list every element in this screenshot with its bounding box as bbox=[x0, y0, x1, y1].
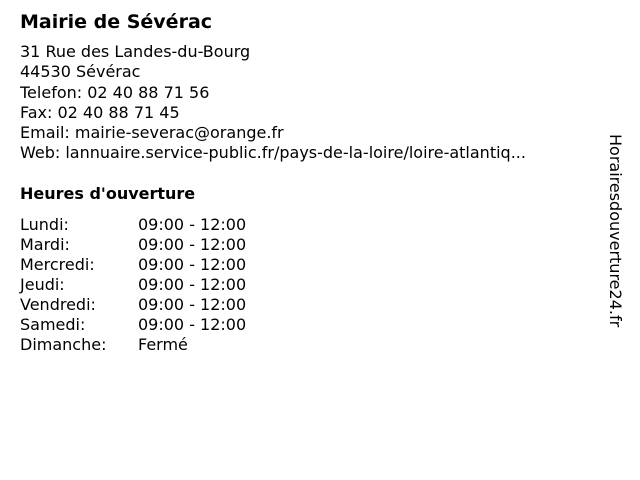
email-address: Email: mairie-severac@orange.fr bbox=[20, 123, 284, 143]
day-label: Vendredi: bbox=[20, 295, 96, 315]
website-url: Web: lannuaire.service-public.fr/pays-de-la-loire/loire-atlantiq... bbox=[20, 143, 526, 163]
hours-table bbox=[20, 215, 600, 356]
time-value: 09:00 - 12:00 bbox=[138, 254, 247, 274]
address-street: 31 Rue des Landes-du-Bourg bbox=[20, 42, 251, 61]
hours-row-samedi bbox=[20, 315, 600, 335]
day-label: Mercredi: bbox=[20, 254, 95, 274]
hours-row-jeudi bbox=[20, 275, 600, 295]
time-value: Fermé bbox=[138, 335, 188, 355]
day-label: Jeudi: bbox=[20, 275, 65, 295]
contact-block bbox=[20, 42, 600, 164]
day-label: Mardi: bbox=[20, 234, 70, 254]
day-label: Samedi: bbox=[20, 315, 86, 335]
info-card bbox=[20, 10, 600, 355]
day-label: Dimanche: bbox=[20, 335, 107, 355]
hours-heading: Heures d'ouverture bbox=[20, 183, 196, 203]
fax-number: Fax: 02 40 88 71 45 bbox=[20, 102, 180, 122]
hours-row-dimanche bbox=[20, 335, 600, 355]
page-title: Mairie de Sévérac bbox=[20, 11, 213, 33]
hours-row-lundi bbox=[20, 215, 600, 235]
time-value: 09:00 - 12:00 bbox=[138, 275, 247, 295]
hours-row-vendredi bbox=[20, 295, 600, 315]
hours-row-mardi bbox=[20, 235, 600, 255]
time-value: 09:00 - 12:00 bbox=[138, 214, 247, 234]
time-value: 09:00 - 12:00 bbox=[138, 234, 247, 254]
time-value: 09:00 - 12:00 bbox=[138, 295, 247, 315]
brand-watermark: Horairesdouverture24.fr bbox=[606, 134, 625, 328]
address-city: 44530 Sévérac bbox=[20, 62, 141, 82]
day-label: Lundi: bbox=[20, 214, 69, 234]
time-value: 09:00 - 12:00 bbox=[138, 315, 247, 335]
phone-number: Telefon: 02 40 88 71 56 bbox=[20, 82, 210, 102]
hours-row-mercredi bbox=[20, 255, 600, 275]
